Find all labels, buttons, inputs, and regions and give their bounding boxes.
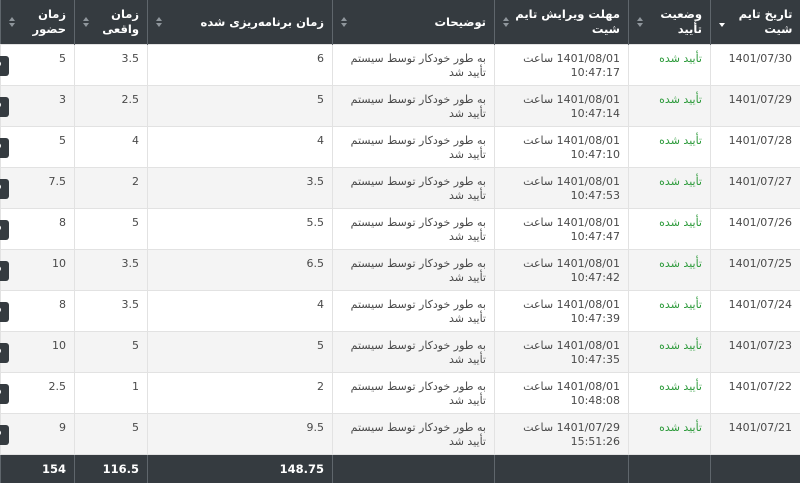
cell-date: 1401/07/27: [711, 168, 800, 209]
cell-deadline: 1401/08/01 ساعت 10:47:53: [495, 168, 629, 209]
cell-deadline: 1401/08/01 ساعت 10:47:42: [495, 250, 629, 291]
cell-description: به طور خودکار توسط سیستم تأیید شد: [333, 209, 495, 250]
link-icon: [0, 101, 2, 113]
cell-deadline: 1401/08/01 ساعت 10:47:17: [495, 45, 629, 86]
link-icon: [0, 429, 2, 441]
link-icon: [0, 347, 2, 359]
link-icon: [0, 265, 2, 277]
cell-description: به طور خودکار توسط سیستم تأیید شد: [333, 45, 495, 86]
total-presence: 154: [1, 455, 75, 484]
column-header-actual-label: زمان واقعی: [102, 7, 139, 36]
cell-description: به طور خودکار توسط سیستم تأیید شد: [333, 414, 495, 455]
link-button[interactable]: [0, 179, 9, 199]
link-icon: [0, 306, 2, 318]
column-header-deadline[interactable]: [495, 0, 629, 45]
column-header-presence[interactable]: [1, 0, 75, 45]
cell-actual: 3.5: [75, 45, 148, 86]
cell-date: 1401/07/22: [711, 373, 800, 414]
cell-deadline: 1401/08/01 ساعت 10:47:10: [495, 127, 629, 168]
table-row: [1, 250, 800, 291]
cell-planned: 6.5: [148, 250, 333, 291]
table-row: [1, 127, 800, 168]
cell-actual: 2.5: [75, 86, 148, 127]
cell-deadline: 1401/08/01 ساعت 10:48:08: [495, 373, 629, 414]
link-button[interactable]: [0, 138, 9, 158]
sort-icon[interactable]: [341, 17, 347, 27]
cell-date: 1401/07/26: [711, 209, 800, 250]
cell-date: 1401/07/30: [711, 45, 800, 86]
link-icon: [0, 60, 2, 72]
table-row: [1, 45, 800, 86]
footer-empty: [711, 455, 800, 484]
cell-planned: 6: [148, 45, 333, 86]
column-header-presence-label: زمان حضور: [32, 7, 66, 36]
cell-status: تأیید شده: [629, 45, 711, 86]
cell-description: به طور خودکار توسط سیستم تأیید شد: [333, 250, 495, 291]
cell-status: تأیید شده: [629, 209, 711, 250]
cell-presence: 8: [1, 209, 75, 250]
cell-status: تأیید شده: [629, 332, 711, 373]
cell-status: تأیید شده: [629, 250, 711, 291]
cell-description: به طور خودکار توسط سیستم تأیید شد: [333, 86, 495, 127]
link-icon: [0, 224, 2, 236]
column-header-description-label: توضیحات: [434, 14, 486, 29]
cell-presence: 8: [1, 291, 75, 332]
cell-description: به طور خودکار توسط سیستم تأیید شد: [333, 168, 495, 209]
sort-icon[interactable]: [83, 17, 89, 27]
footer-empty: [495, 455, 629, 484]
table-row: [1, 86, 800, 127]
cell-planned: 9.5: [148, 414, 333, 455]
footer-empty: [629, 455, 711, 484]
link-button[interactable]: [0, 56, 9, 76]
cell-presence: 10: [1, 332, 75, 373]
cell-status: تأیید شده: [629, 373, 711, 414]
column-header-description[interactable]: [333, 0, 495, 45]
cell-planned: 3.5: [148, 168, 333, 209]
column-header-deadline-label: مهلت ویرایش تایم شیت: [515, 7, 620, 36]
sort-icon[interactable]: [503, 17, 509, 27]
cell-actual: 3.5: [75, 250, 148, 291]
cell-deadline: 1401/07/29 ساعت 15:51:26: [495, 414, 629, 455]
cell-presence: 2.5: [1, 373, 75, 414]
sort-icon[interactable]: [156, 17, 162, 27]
cell-planned: 5: [148, 332, 333, 373]
total-planned: 148.75: [148, 455, 333, 484]
cell-description: به طور خودکار توسط سیستم تأیید شد: [333, 373, 495, 414]
column-header-date[interactable]: [711, 0, 800, 45]
cell-actual: 2: [75, 168, 148, 209]
cell-deadline: 1401/08/01 ساعت 10:47:47: [495, 209, 629, 250]
sort-icon[interactable]: [637, 17, 643, 27]
footer-empty: [333, 455, 495, 484]
sort-icon[interactable]: [9, 17, 15, 27]
link-button[interactable]: [0, 384, 9, 404]
cell-date: 1401/07/23: [711, 332, 800, 373]
cell-status: تأیید شده: [629, 291, 711, 332]
column-header-planned[interactable]: [148, 0, 333, 45]
cell-planned: 5: [148, 86, 333, 127]
cell-planned: 4: [148, 127, 333, 168]
link-icon: [0, 183, 2, 195]
cell-actual: 1: [75, 373, 148, 414]
sort-icon[interactable]: [719, 17, 725, 27]
cell-planned: 2: [148, 373, 333, 414]
column-header-planned-label: زمان برنامه‌ریزی شده: [200, 14, 324, 29]
cell-presence: 5: [1, 127, 75, 168]
cell-description: به طور خودکار توسط سیستم تأیید شد: [333, 291, 495, 332]
cell-actual: 5: [75, 332, 148, 373]
cell-date: 1401/07/28: [711, 127, 800, 168]
link-button[interactable]: [0, 425, 9, 445]
cell-status: تأیید شده: [629, 168, 711, 209]
total-actual: 116.5: [75, 455, 148, 484]
column-header-date-label: تاریخ تایم شیت: [738, 7, 793, 36]
cell-actual: 3.5: [75, 291, 148, 332]
cell-presence: 5: [1, 45, 75, 86]
table-row: [1, 209, 800, 250]
table-footer-row: [1, 455, 800, 484]
cell-presence: 3: [1, 86, 75, 127]
link-button[interactable]: [0, 302, 9, 322]
cell-date: 1401/07/24: [711, 291, 800, 332]
cell-status: تأیید شده: [629, 127, 711, 168]
cell-date: 1401/07/25: [711, 250, 800, 291]
table-row: [1, 332, 800, 373]
cell-status: تأیید شده: [629, 414, 711, 455]
cell-status: تأیید شده: [629, 86, 711, 127]
table-row: [1, 291, 800, 332]
column-header-status-label: وضعیت تأیید: [660, 7, 702, 36]
cell-actual: 5: [75, 414, 148, 455]
cell-description: به طور خودکار توسط سیستم تأیید شد: [333, 127, 495, 168]
cell-planned: 4: [148, 291, 333, 332]
link-button[interactable]: [0, 343, 9, 363]
cell-deadline: 1401/08/01 ساعت 10:47:14: [495, 86, 629, 127]
cell-actual: 5: [75, 209, 148, 250]
column-header-status[interactable]: [629, 0, 711, 45]
cell-presence: 9: [1, 414, 75, 455]
cell-date: 1401/07/29: [711, 86, 800, 127]
link-icon: [0, 142, 2, 154]
link-button[interactable]: [0, 261, 9, 281]
link-button[interactable]: [0, 220, 9, 240]
cell-planned: 5.5: [148, 209, 333, 250]
cell-deadline: 1401/08/01 ساعت 10:47:39: [495, 291, 629, 332]
column-header-actual[interactable]: [75, 0, 148, 45]
cell-presence: 7.5: [1, 168, 75, 209]
cell-description: به طور خودکار توسط سیستم تأیید شد: [333, 332, 495, 373]
cell-presence: 10: [1, 250, 75, 291]
table-header-row: [1, 0, 800, 45]
link-icon: [0, 388, 2, 400]
cell-actual: 4: [75, 127, 148, 168]
table-row: [1, 373, 800, 414]
table-row: [1, 414, 800, 455]
link-button[interactable]: [0, 97, 9, 117]
cell-date: 1401/07/21: [711, 414, 800, 455]
table-row: [1, 168, 800, 209]
cell-deadline: 1401/08/01 ساعت 10:47:35: [495, 332, 629, 373]
